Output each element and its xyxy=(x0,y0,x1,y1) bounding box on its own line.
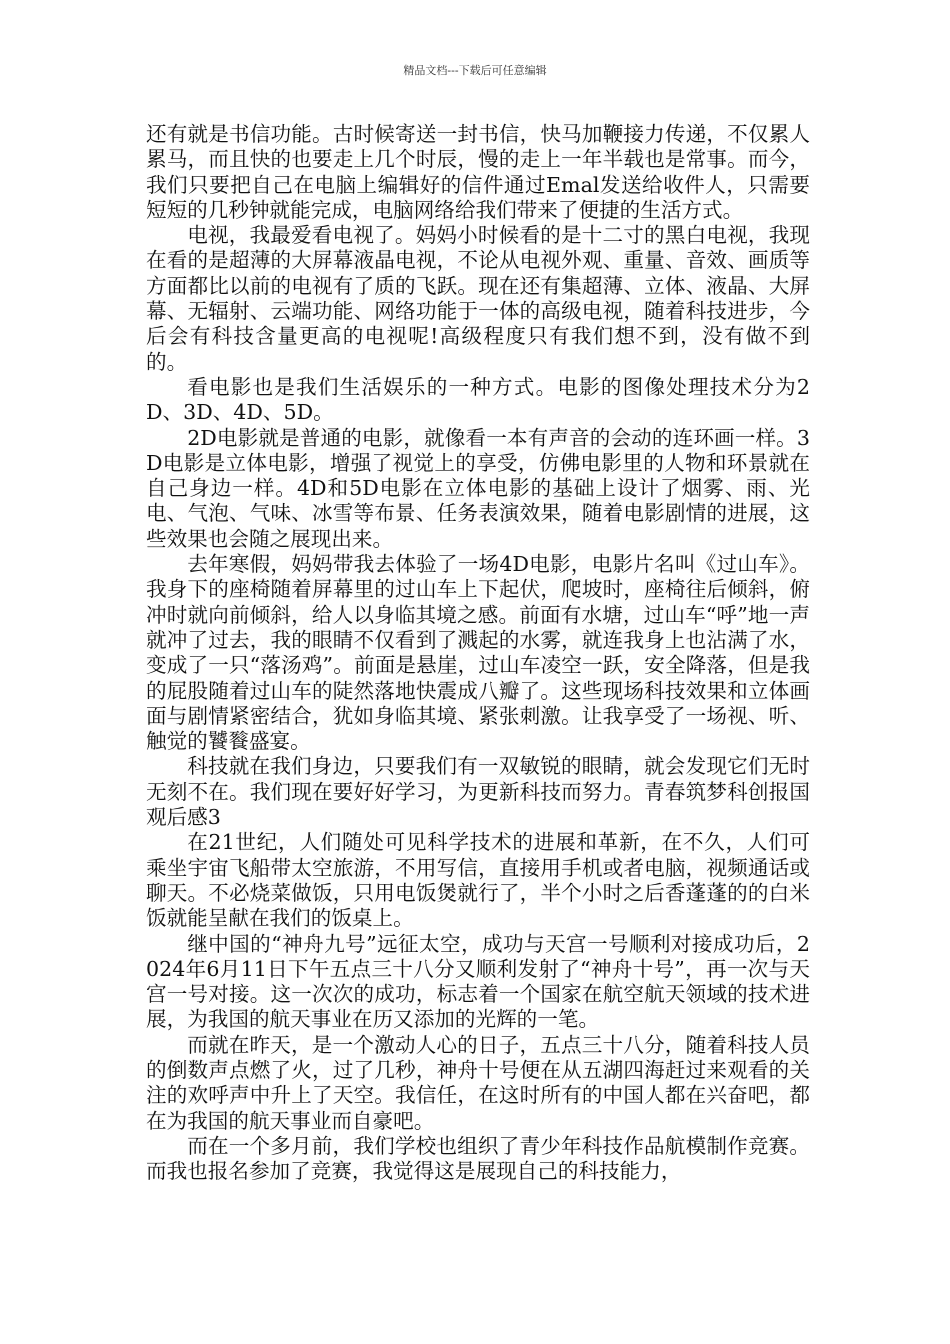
document-body xyxy=(146,122,810,1184)
paragraph-tech-conclusion: 科技就在我们身边，只要我们有一双敏锐的眼睛，就会发现它们无时无刻不在。我们现在要好好学习，为更新科技而努力。青春筑梦科创报国观后感3 xyxy=(146,754,810,830)
paragraph-shenzhou: 继中国的“神舟九号”远征太空，成功与天宫一号顺利对接成功后，2024年6月11日下午五点三十八分又顺利发射了“神舟十号”，再一次与天宫一号对接。这一次次的成功，标志着一个国家在航空航天领域的技术进展，为我国的航天事业在历又添加的光辉的一笔。 xyxy=(146,931,810,1032)
paragraph-letters: 还有就是书信功能。古时候寄送一封书信，快马加鞭接力传递，不仅累人累马，而且快的也要走上几个时辰，慢的走上一年半载也是常事。而今，我们只要把自己在电脑上编辑好的信件通过Emal发送给收件人，只需要短短的几秒钟就能完成，电脑网络给我们带来了便捷的生活方式。 xyxy=(146,122,810,222)
paragraph-launch-day: 而就在昨天，是一个激动人心的日子，五点三十八分，随着科技人员的倒数声点燃了火，过了几秒，神舟十号便在从五湖四海赶过来观看的关注的欢呼声中升上了天空。我信任，在这时所有的中国人都在兴奋吧，都在为我国的航天事业而自豪吧。 xyxy=(146,1032,810,1133)
paragraph-model-contest: 而在一个多月前，我们学校也组织了青少年科技作品航模制作竞赛。而我也报名参加了竞赛，我觉得这是展现自己的科技能力， xyxy=(146,1133,810,1184)
page-header: 精品文档---下载后可任意编辑 xyxy=(403,64,547,77)
paragraph-4d-experience: 去年寒假，妈妈带我去体验了一场4D电影，电影片名叫《过山车》。我身下的座椅随着屏幕里的过山车上下起伏，爬坡时，座椅往后倾斜，俯冲时就向前倾斜，给人以身临其境之感。前面有水塘，过山车“呼”地一声就冲了过去，我的眼睛不仅看到了溅起的水雾，就连我身上也沾满了水，变成了一只“落汤鸡”。前面是悬崖，过山车凌空一跃，安全降落，但是我的屁股随着过山车的陡然落地快震成八瓣了。这些现场科技效果和立体画面与剧情紧密结合，犹如身临其境、紧张刺激。让我享受了一场视、听、触觉的饕餮盛宴。 xyxy=(146,552,810,754)
paragraph-television: 电视，我最爱看电视了。妈妈小时候看的是十二寸的黑白电视，我现在看的是超薄的大屏幕液晶电视，不论从电视外观、重量、音效、画质等方面都比以前的电视有了质的飞跃。现在还有集超薄、立体、液晶、大屏幕、无辐射、云端功能、网络功能于一体的高级电视，随着科技进步，今后会有科技含量更高的电视呢!高级程度只有我们想不到，没有做不到的。 xyxy=(146,223,810,374)
paragraph-movies-intro: 看电影也是我们生活娱乐的一种方式。电影的图像处理技术分为2D、3D、4D、5D。 xyxy=(146,374,810,425)
paragraph-movie-types: 2D电影就是普通的电影，就像看一本有声音的会动的连环画一样。3D电影是立体电影，增强了视觉上的享受，仿佛电影里的人物和环景就在自己身边一样。4D和5D电影在立体电影的基础上设计了烟雾、雨、光电、气泡、气味、冰雪等布景、任务表演效果，随着电影剧情的进展，这些效果也会随之展现出来。 xyxy=(146,425,810,551)
paragraph-21st-century: 在21世纪，人们随处可见科学技术的进展和革新，在不久，人们可乘坐宇宙飞船带太空旅游，不用写信，直接用手机或者电脑，视频通话或聊天。不必烧菜做饭，只用电饭煲就行了，半个小时之后香蓬蓬的的白米饭就能呈献在我们的饭桌上。 xyxy=(146,830,810,931)
